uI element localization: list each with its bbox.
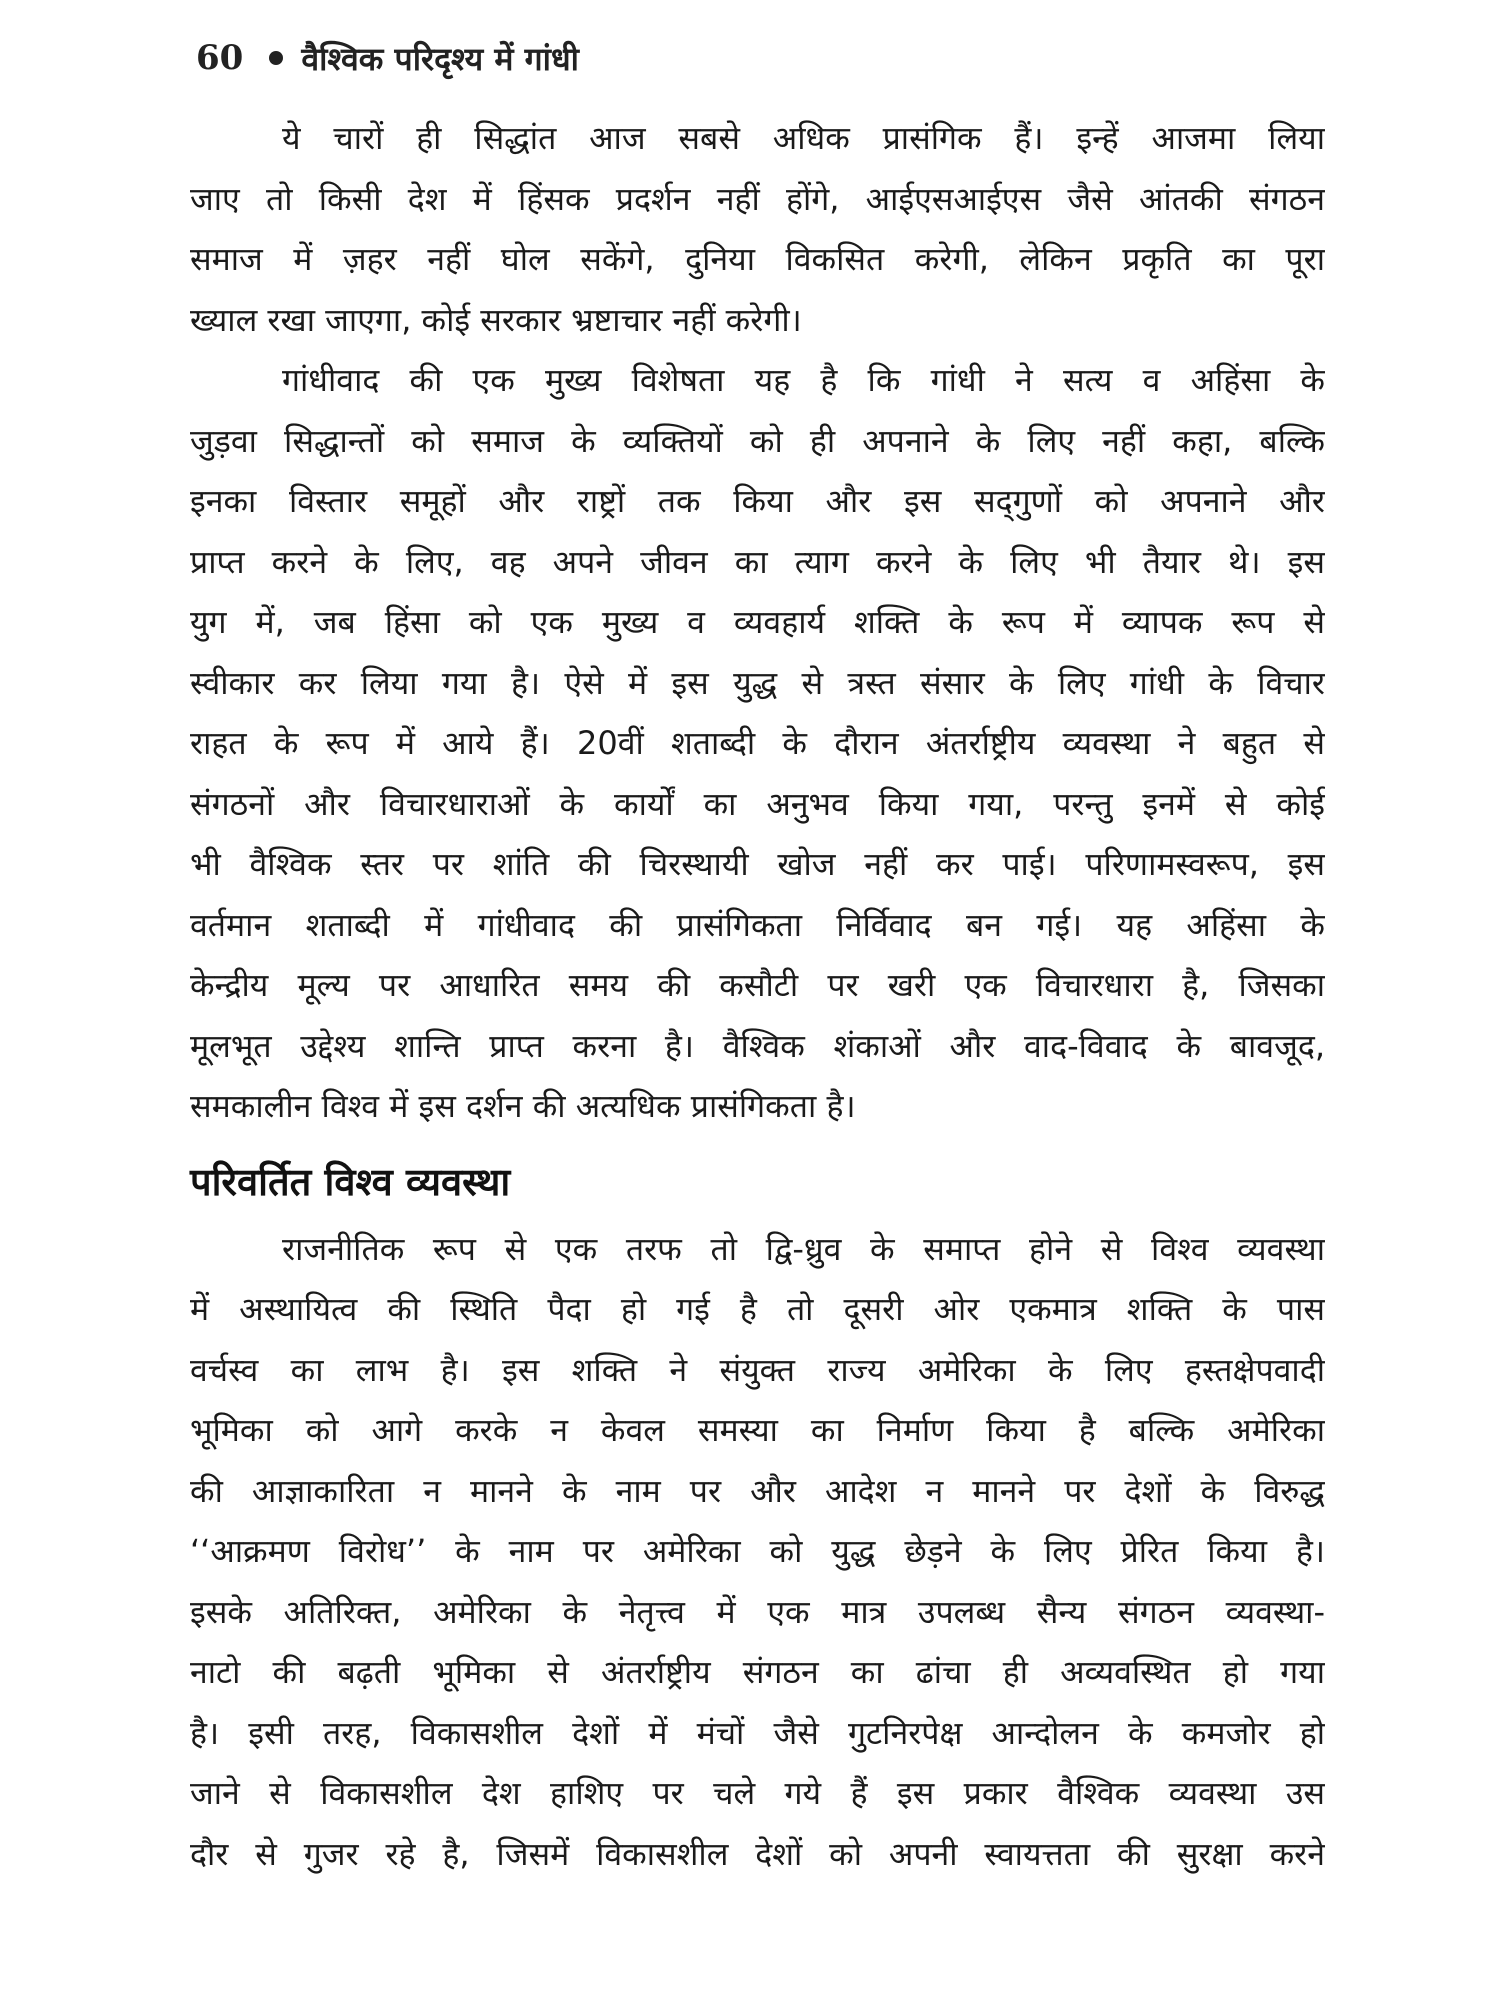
text-line: जाने से विकासशील देश हाशिए पर चले गये हैं इस प्रकार वैश्विक व्यवस्था उस xyxy=(190,1774,1325,1812)
page-number: 60 xyxy=(196,38,244,78)
text-line: राजनीतिक रूप से एक तरफ तो द्वि-ध्रुव के समाप्त होने से विश्व व्यवस्था xyxy=(282,1229,1325,1268)
text-line: युग में, जब हिंसा को एक मुख्य व व्यवहार्य शक्ति के रूप में व्यापक रूप से xyxy=(190,603,1325,641)
text-line: नाटो की बढ़ती भूमिका से अंतर्राष्ट्रीय संगठन का ढांचा ही अव्यवस्थित हो गया xyxy=(190,1653,1325,1691)
paragraph-3 xyxy=(190,1219,1325,1885)
paragraph-1 xyxy=(190,108,1325,350)
text-line: में अस्थायित्व की स्थिति पैदा हो गई है तो दूसरी ओर एकमात्र शक्ति के पास xyxy=(190,1290,1325,1328)
text-line: प्राप्त करने के लिए, वह अपने जीवन का त्याग करने के लिए भी तैयार थे। इस xyxy=(190,542,1325,581)
text-line: इनका विस्तार समूहों और राष्ट्रों तक किया और इस सद्‌गुणों को अपनाने और xyxy=(190,482,1325,520)
paragraph-2 xyxy=(190,350,1325,1137)
text-line: समकालीन विश्व में इस दर्शन की अत्यधिक प्रासंगिकता है। xyxy=(190,1087,856,1125)
running-header-title: वैश्विक परिदृश्य में गांधी xyxy=(301,39,579,78)
text-line: ख्याल रखा जाएगा, कोई सरकार भ्रष्टाचार नहीं करेगी। xyxy=(190,300,802,339)
text-line: गांधीवाद की एक मुख्य विशेषता यह है कि गांधी ने सत्य व अहिंसा के xyxy=(282,361,1325,399)
text-line: ‘‘आक्रमण विरोध’’ के नाम पर अमेरिका को युद्ध छेड़ने के लिए प्रेरित किया है। xyxy=(190,1532,1325,1570)
text-line: केन्द्रीय मूल्य पर आधारित समय की कसौटी पर खरी एक विचारधारा है, जिसका xyxy=(190,966,1325,1004)
text-line: दौर से गुजर रहे है, जिसमें विकासशील देशों को अपनी स्वायत्तता की सुरक्षा करने xyxy=(190,1834,1325,1873)
text-line: राहत के रूप में आये हैं। 20वीं शताब्दी के दौरान अंतर्राष्ट्रीय व्यवस्था ने बहुत से xyxy=(190,724,1325,762)
text-line: इसके अतिरिक्त, अमेरिका के नेतृत्त्व में एक मात्र उपलब्ध सैन्य संगठन व्यवस्था- xyxy=(190,1592,1325,1631)
running-header xyxy=(196,28,579,88)
text-line: जुड़वा सिद्धान्तों को समाज के व्यक्तियों को ही अपनाने के लिए नहीं कहा, बल्कि xyxy=(190,421,1325,460)
bullet-separator-icon xyxy=(269,51,283,65)
text-line: जाए तो किसी देश में हिंसक प्रदर्शन नहीं होंगे, आईएसआईएस जैसे आंतकी संगठन xyxy=(190,179,1325,218)
text-line: भूमिका को आगे करके न केवल समस्या का निर्माण किया है बल्कि अमेरिका xyxy=(190,1411,1325,1449)
section-heading: परिवर्तित विश्व व्यवस्था xyxy=(190,1159,511,1204)
text-line: संगठनों और विचारधाराओं के कार्यों का अनुभव किया गया, परन्तु इनमें से कोई xyxy=(190,784,1325,823)
text-line: है। इसी तरह, विकासशील देशों में मंचों जैसे गुटनिरपेक्ष आन्दोलन के कमजोर हो xyxy=(190,1713,1325,1752)
text-line: मूलभूत उद्देश्य शान्ति प्राप्त करना है। वैश्विक शंकाओं और वाद-विवाद के बावजूद, xyxy=(190,1026,1325,1065)
text-line: वर्तमान शताब्दी में गांधीवाद की प्रासंगिकता निर्विवाद बन गई। यह अहिंसा के xyxy=(190,905,1325,944)
body-text xyxy=(190,108,1325,1884)
text-line: स्वीकार कर लिया गया है। ऐसे में इस युद्ध से त्रस्त संसार के लिए गांधी के विचार xyxy=(190,663,1325,702)
text-line: वर्चस्व का लाभ है। इस शक्ति ने संयुक्त राज्य अमेरिका के लिए हस्तक्षेपवादी xyxy=(190,1350,1325,1389)
text-line: ये चारों ही सिद्धांत आज सबसे अधिक प्रासंगिक हैं। इन्हें आजमा लिया xyxy=(282,119,1325,157)
text-line: समाज में ज़हर नहीं घोल सकेंगे, दुनिया विकसित करेगी, लेकिन प्रकृति का पूरा xyxy=(190,240,1325,278)
text-line: की आज्ञाकारिता न मानने के नाम पर और आदेश न मानने पर देशों के विरुद्ध xyxy=(190,1471,1325,1510)
text-line: भी वैश्विक स्तर पर शांति की चिरस्थायी खोज नहीं कर पाई। परिणामस्वरूप, इस xyxy=(190,845,1325,883)
